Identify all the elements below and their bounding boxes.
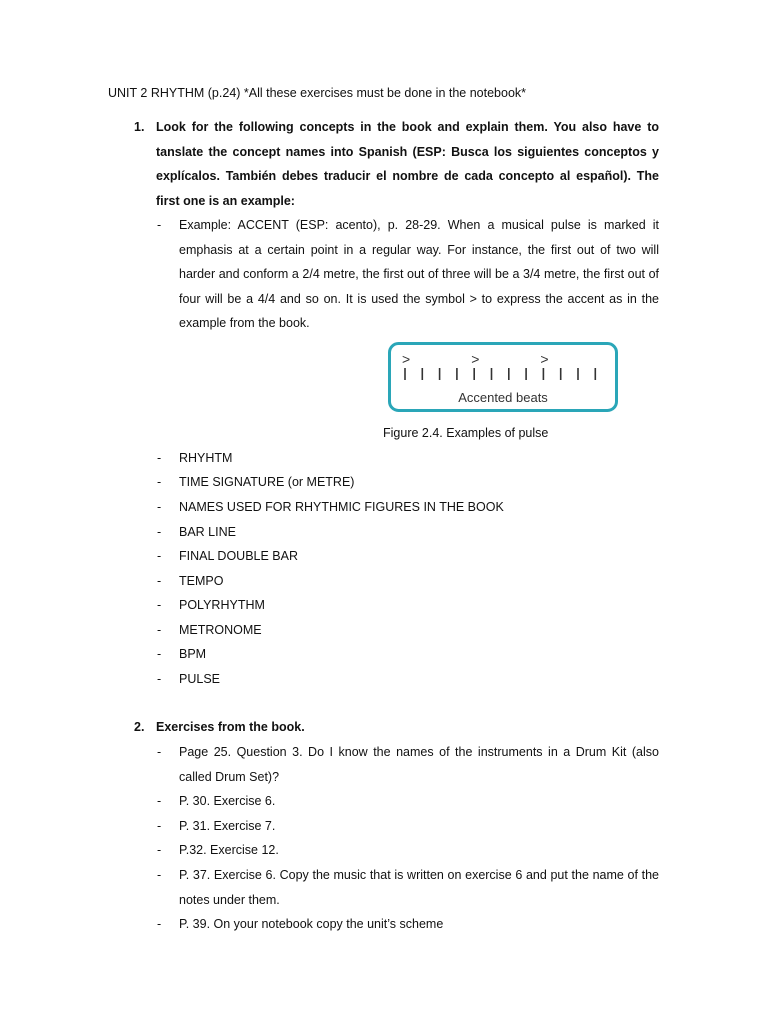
concept-item: PULSE [179,672,220,686]
accent-example: Example: ACCENT (ESP: acento), p. 28-29. When a musical pulse is marked it emphasis at a certain point in a regular way. For instance, the first out of two will harder and conform a 2/4 metre, the first out of three will be a 3/4 metre, the first out of four will be a 4/4 and so on. It is used the symbol > to express the accent as in the example from the book. [179,218,659,331]
section-2-number: 2. [134,720,145,734]
page-heading: UNIT 2 RHYTHM (p.24) *All these exercises must be done in the notebook* [108,86,527,100]
concept-item: POLYRHYTHM [179,598,265,612]
list-dash: - [157,525,162,539]
section-1-number: 1. [134,120,145,134]
list-dash: - [157,623,162,637]
list-dash: - [157,843,162,857]
accent-mark: > [471,351,480,367]
list-dash: - [157,549,162,563]
list-dash: - [157,672,162,686]
accent-mark: > [540,351,549,367]
figure-caption: Figure 2.4. Examples of pulse [383,426,549,440]
exercise-item: Page 25. Question 3. Do I know the names of the instruments in a Drum Kit (also called Drum Set)? [179,745,659,784]
exercise-item: P.32. Exercise 12. [179,843,279,857]
list-dash: - [157,218,162,232]
list-dash: - [157,917,162,931]
concept-item: NAMES USED FOR RHYTHMIC FIGURES IN THE BOOK [179,500,504,514]
figure-label: Accented beats [458,390,548,405]
section-1-instructions: Look for the following concepts in the book and explain them. You also have to tanslate the concept names into Spanish (ESP: Busca los siguientes conceptos y explícalos. También debes traducir el nombre de cada concepto al español). The first one is an example: [156,120,659,208]
concept-item: BPM [179,647,207,661]
list-dash: - [157,868,162,882]
accented-beats-diagram [388,342,618,412]
list-dash: - [157,598,162,612]
concept-item: RHYHTM [179,451,233,465]
list-dash: - [157,475,162,489]
accented-beats-figure [388,342,618,412]
exercise-item: P. 31. Exercise 7. [179,819,276,833]
concept-item: METRONOME [179,623,262,637]
concept-item: TEMPO [179,574,224,588]
exercise-item: P. 37. Exercise 6. Copy the music that is written on exercise 6 and put the name of the notes under them. [179,868,659,907]
list-dash: - [157,451,162,465]
exercise-item: P. 30. Exercise 6. [179,794,276,808]
list-dash: - [157,794,162,808]
list-dash: - [157,500,162,514]
list-dash: - [157,647,162,661]
accent-mark: > [402,351,411,367]
list-dash: - [157,819,162,833]
concept-item: BAR LINE [179,525,236,539]
concept-item: TIME SIGNATURE (or METRE) [179,475,355,489]
section-2-title: Exercises from the book. [156,720,305,734]
exercise-item: P. 39. On your notebook copy the unit’s scheme [179,917,444,931]
concept-item: FINAL DOUBLE BAR [179,549,299,563]
list-dash: - [157,745,162,759]
list-dash: - [157,574,162,588]
